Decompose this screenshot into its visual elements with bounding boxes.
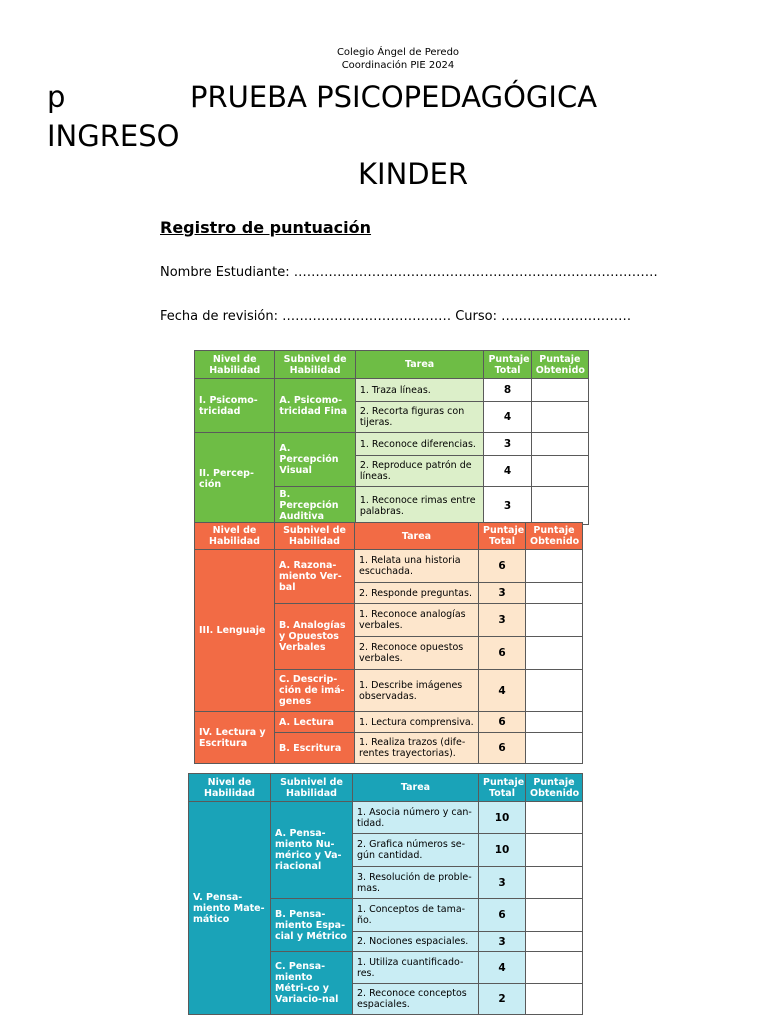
- total-score: 10: [479, 802, 526, 834]
- obtained-score-cell[interactable]: [526, 604, 583, 637]
- obtained-score-cell[interactable]: [526, 984, 583, 1015]
- score-table-2: [194, 522, 583, 764]
- level-title: KINDER: [358, 157, 469, 191]
- skill-level: IV. Lectura y Escritura: [195, 712, 275, 764]
- total-score: 3: [479, 867, 526, 899]
- skill-sublevel: B. Analogías y Opuestos Verbales: [275, 604, 355, 670]
- skill-level: I. Psicomo-tricidad: [195, 379, 275, 433]
- skill-sublevel: C. Descrip-ción de imá-genes: [275, 670, 355, 712]
- skill-sublevel: C. Pensa-miento Métri-co y Variacio-nal: [271, 952, 353, 1015]
- total-score: 3: [484, 487, 531, 525]
- task: 2. Responde preguntas.: [355, 583, 479, 604]
- obtained-score-cell[interactable]: [526, 550, 583, 583]
- col-task: Tarea: [355, 523, 479, 550]
- total-score: 4: [479, 670, 526, 712]
- review-date-line: Fecha de revisión: ………………………………… Curso: …………………………: [160, 309, 632, 324]
- obtained-score-cell[interactable]: [526, 834, 583, 867]
- task: 1. Utiliza cuantificado-res.: [353, 952, 479, 984]
- col-obtained: Puntaje Obtenido: [531, 351, 588, 379]
- total-score: 3: [479, 604, 526, 637]
- col-sublevel: Subnivel de Habilidad: [275, 351, 355, 379]
- obtained-score-cell[interactable]: [526, 867, 583, 899]
- obtained-score-cell[interactable]: [526, 932, 583, 952]
- skill-sublevel: A. Pensa-miento Nu-mérico y Va-riacional: [271, 802, 353, 899]
- col-total: Puntaje Total: [484, 351, 531, 379]
- task: 1. Reconoce analogías verbales.: [355, 604, 479, 637]
- col-total: Puntaje Total: [479, 774, 526, 802]
- obtained-score-cell[interactable]: [526, 952, 583, 984]
- col-sublevel: Subnivel de Habilidad: [271, 774, 353, 802]
- col-total: Puntaje Total: [479, 523, 526, 550]
- page-title-line2: INGRESO: [47, 119, 180, 153]
- skill-sublevel: A. Razona-miento Ver-bal: [275, 550, 355, 604]
- col-task: Tarea: [353, 774, 479, 802]
- skill-level: V. Pensa-miento Mate-mático: [189, 802, 271, 1015]
- obtained-score-cell[interactable]: [531, 487, 588, 525]
- register-title: Registro de puntuación: [160, 218, 372, 237]
- total-score: 6: [479, 899, 526, 932]
- task: 1. Relata una historia escuchada.: [355, 550, 479, 583]
- task: 1. Describe imágenes observadas.: [355, 670, 479, 712]
- obtained-score-cell[interactable]: [526, 899, 583, 932]
- page-title: PRUEBA PSICOPEDAGÓGICA: [190, 80, 598, 114]
- obtained-score-cell[interactable]: [531, 379, 588, 402]
- skill-level: II. Percep-ción: [195, 433, 275, 525]
- total-score: 6: [479, 550, 526, 583]
- col-obtained: Puntaje Obtenido: [526, 774, 583, 802]
- stray-character: p: [47, 80, 66, 114]
- total-score: 10: [479, 834, 526, 867]
- task: 1. Traza líneas.: [355, 379, 484, 402]
- task: 1. Reconoce rimas entre palabras.: [355, 487, 484, 525]
- task: 2. Reconoce opuestos verbales.: [355, 637, 479, 670]
- total-score: 8: [484, 379, 531, 402]
- total-score: 3: [479, 932, 526, 952]
- task: 2. Recorta figuras con tijeras.: [355, 402, 484, 433]
- department-name: Coordinación PIE 2024: [341, 60, 455, 71]
- col-obtained: Puntaje Obtenido: [526, 523, 583, 550]
- task: 1. Reconoce diferencias.: [355, 433, 484, 456]
- task: 1. Lectura comprensiva.: [355, 712, 479, 733]
- obtained-score-cell[interactable]: [531, 456, 588, 487]
- obtained-score-cell[interactable]: [526, 802, 583, 834]
- col-level: Nivel de Habilidad: [195, 523, 275, 550]
- total-score: 6: [479, 712, 526, 733]
- school-name: Colegio Ángel de Peredo: [336, 47, 460, 58]
- task: 2. Grafica números se-gún cantidad.: [353, 834, 479, 867]
- obtained-score-cell[interactable]: [531, 402, 588, 433]
- task: 2. Nociones espaciales.: [353, 932, 479, 952]
- skill-level: III. Lenguaje: [195, 550, 275, 712]
- skill-sublevel: A. Psicomo-tricidad Fina: [275, 379, 355, 433]
- task: 2. Reconoce conceptos espaciales.: [353, 984, 479, 1015]
- total-score: 3: [484, 433, 531, 456]
- total-score: 6: [479, 637, 526, 670]
- task: 1. Realiza trazos (dife-rentes trayectorias).: [355, 733, 479, 764]
- task: 1. Asocia número y can-tidad.: [353, 802, 479, 834]
- task: 2. Reproduce patrón de líneas.: [355, 456, 484, 487]
- col-sublevel: Subnivel de Habilidad: [275, 523, 355, 550]
- total-score: 3: [479, 583, 526, 604]
- total-score: 2: [479, 984, 526, 1015]
- skill-sublevel: B. Pensa-miento Espa-cial y Métrico: [271, 899, 353, 952]
- col-task: Tarea: [355, 351, 484, 379]
- obtained-score-cell[interactable]: [526, 637, 583, 670]
- skill-sublevel: A. Lectura: [275, 712, 355, 733]
- obtained-score-cell[interactable]: [526, 670, 583, 712]
- total-score: 6: [479, 733, 526, 764]
- skill-sublevel: B. Percepción Auditiva: [275, 487, 355, 525]
- task: 1. Conceptos de tama-ño.: [353, 899, 479, 932]
- col-level: Nivel de Habilidad: [195, 351, 275, 379]
- skill-sublevel: B. Escritura: [275, 733, 355, 764]
- total-score: 4: [484, 456, 531, 487]
- total-score: 4: [484, 402, 531, 433]
- obtained-score-cell[interactable]: [526, 712, 583, 733]
- total-score: 4: [479, 952, 526, 984]
- col-level: Nivel de Habilidad: [189, 774, 271, 802]
- obtained-score-cell[interactable]: [531, 433, 588, 456]
- skill-sublevel: A. Percepción Visual: [275, 433, 355, 487]
- score-table-1: [194, 350, 589, 525]
- obtained-score-cell[interactable]: [526, 583, 583, 604]
- student-name-line: Nombre Estudiante: …………………………………………………………………………: [160, 265, 658, 280]
- task: 3. Resolución de proble-mas.: [353, 867, 479, 899]
- score-table-3: [188, 773, 583, 1015]
- obtained-score-cell[interactable]: [526, 733, 583, 764]
